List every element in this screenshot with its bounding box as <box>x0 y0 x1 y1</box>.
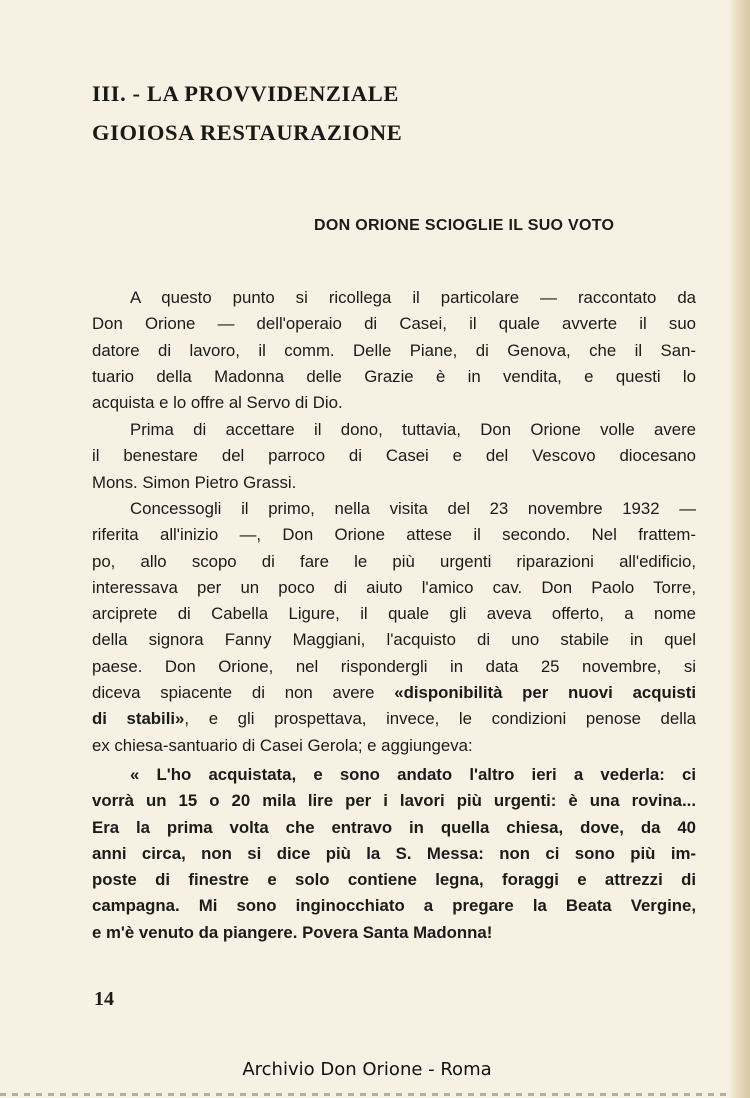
chapter-title-line-1: III. - LA PROVVIDENZIALE <box>92 81 399 106</box>
paragraph-2 <box>92 417 696 496</box>
scan-bottom-line <box>0 1093 730 1096</box>
text-line: ex chiesa-santuario di Casei Gerola; e aggiungeva: <box>92 735 473 755</box>
paragraph-1 <box>92 285 696 416</box>
text-line-mixed <box>92 706 696 732</box>
text-line: campagna. Mi sono inginocchiato a pregare la Beata Vergine, <box>92 896 696 916</box>
text-line: e m'è venuto da piangere. Povera Santa Madonna! <box>92 922 493 942</box>
text-line: poste di finestre e solo contiene legna, foraggi e attrezzi di <box>92 870 696 890</box>
text-line: A questo punto si ricollega il particolare — raccontato da <box>130 288 696 307</box>
text-line: acquista e lo offre al Servo di Dio. <box>92 393 343 413</box>
text-line: vorrà un 15 o 20 mila lire per i lavori più urgenti: è una rovina... <box>92 791 696 811</box>
page-number: 14 <box>94 988 114 1010</box>
quotation-paragraph <box>92 762 696 946</box>
text-line: tuario della Madonna delle Grazie è in vendita, e questi lo <box>92 366 696 386</box>
text-line: Concessogli il primo, nella visita del 23 novembre 1932 — <box>130 499 696 518</box>
text-line: anni circa, non si dice più la S. Messa: non ci sono più im- <box>92 843 696 863</box>
quoted-phrase-bold: di stabili» <box>92 709 185 729</box>
text-line: Don Orione — dell'operaio di Casei, il quale avverte il suo <box>92 314 696 334</box>
text-line: Prima di accettare il dono, tuttavia, Don Orione volle avere <box>130 420 696 439</box>
text-line: Era la prima volta che entravo in quella chiesa, dove, da 40 <box>92 817 696 837</box>
section-title: DON ORIONE SCIOGLIE IL SUO VOTO <box>314 217 615 234</box>
paragraph-3 <box>92 496 696 759</box>
text-run: , e gli prospettava, invece, le condizioni penose della <box>184 709 697 729</box>
text-line: riferita all'inizio —, Don Orione attese il secondo. Nel frattem- <box>92 525 696 545</box>
text-run: diceva spiacente di non avere <box>92 683 375 703</box>
text-line: « L'ho acquistata, e sono andato l'altro ieri a vederla: ci <box>130 765 696 784</box>
text-line: po, allo scopo di fare le più urgenti riparazioni all'edificio, <box>92 551 696 571</box>
chapter-title-line-2: GIOIOSA RESTAURAZIONE <box>92 120 403 145</box>
text-line: della signora Fanny Maggiani, l'acquisto di uno stabile in quel <box>92 630 696 650</box>
text-line: Mons. Simon Pietro Grassi. <box>92 472 297 492</box>
text-line: interessava per un poco di aiuto l'amico cav. Don Paolo Torre, <box>92 577 696 597</box>
text-line-mixed <box>92 680 696 706</box>
archive-label: Archivio Don Orione - Roma <box>242 1059 492 1080</box>
page-edge-shadow <box>728 0 750 1098</box>
text-line: arciprete di Cabella Ligure, il quale gli aveva offerto, a nome <box>92 604 696 624</box>
text-line: il benestare del parroco di Casei e del Vescovo diocesano <box>92 446 696 466</box>
quoted-phrase-bold: «disponibilità per nuovi acquisti <box>394 683 696 703</box>
text-line: datore di lavoro, il comm. Delle Piane, di Genova, che il San- <box>92 340 696 360</box>
text-line: paese. Don Orione, nel rispondergli in data 25 novembre, si <box>92 656 696 676</box>
chapter-title <box>92 74 402 152</box>
